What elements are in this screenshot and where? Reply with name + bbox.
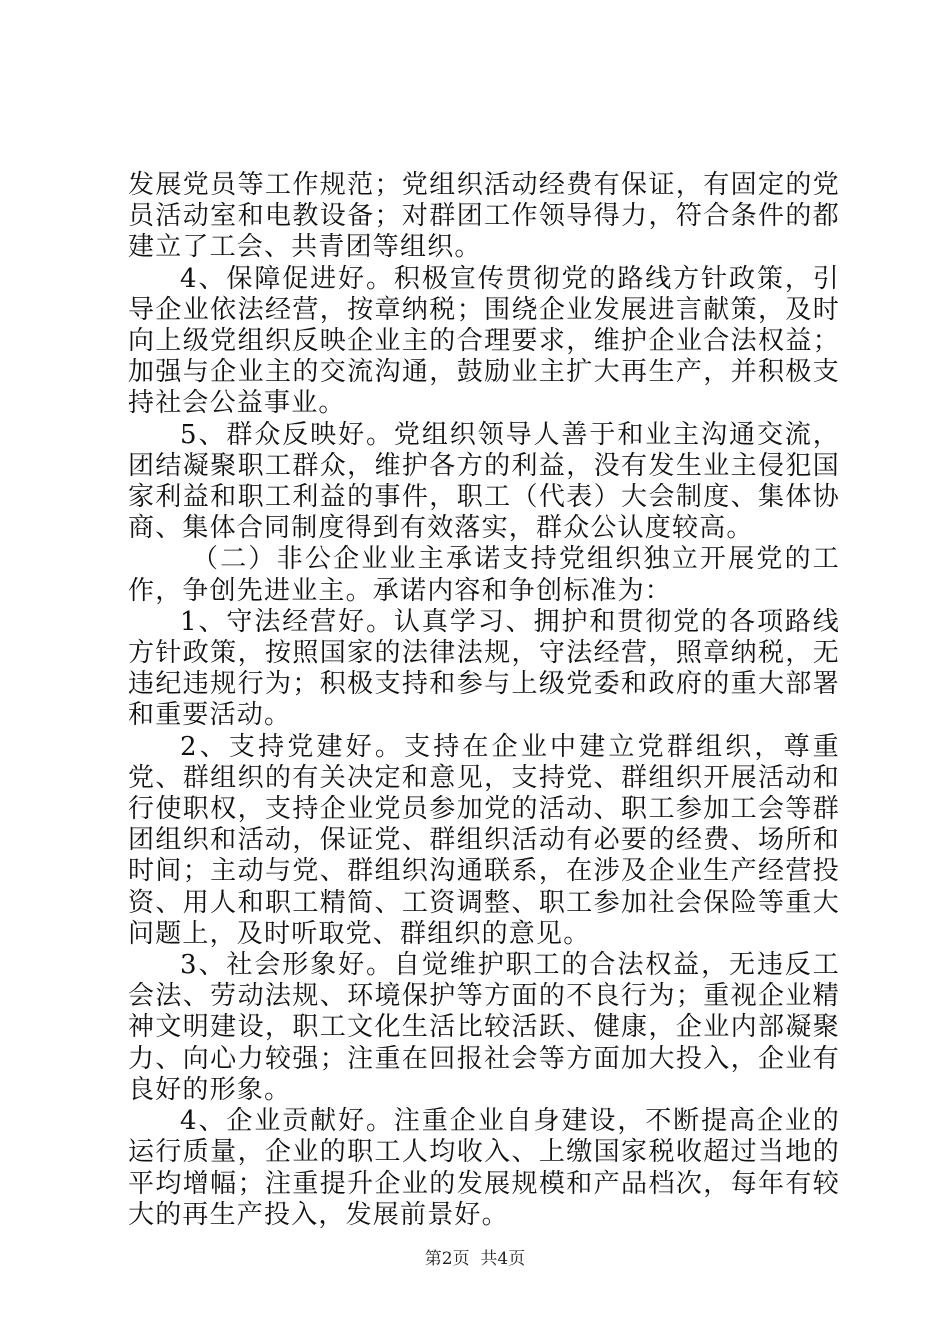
paragraph-item-4-safeguard: 4、保障促进好。积极宣传贯彻党的路线方针政策，引导企业依法经营，按章纳税；围绕企业发展进言献策，及时向上级党组织反映企业主的合理要求，维护企业合法权益；加强与企业主的交流沟通，鼓励业主扩大再生产，并积极支持社会公益事业。 [128, 263, 840, 419]
paragraph-section-two-heading: （二）非公企业业主承诺支持党组织独立开展党的工作，争创先进业主。承诺内容和争创标准为： [128, 544, 840, 606]
paragraph-item-5-public-response: 5、群众反映好。党组织领导人善于和业主沟通交流，团结凝聚职工群众，维护各方的利益，没有发生业主侵犯国家利益和职工利益的事件，职工（代表）大会制度、集体协商、集体合同制度得到有效落实，群众公认度较高。 [128, 419, 840, 544]
paragraph-item-3-social-image: 3、社会形象好。自觉维护职工的合法权益，无违反工会法、劳动法规、环境保护等方面的不良行为；重视企业精神文明建设，职工文化生活比较活跃、健康，企业内部凝聚力、向心力较强；注重在回报社会等方面加大投入，企业有良好的形象。 [128, 950, 840, 1105]
paragraph-item-2-party-support: 2、支持党建好。支持在企业中建立党群组织，尊重党、群组织的有关决定和意见，支持党、群组织开展活动和行使职权，支持企业党员参加党的活动、职工参加工会等群团组织和活动，保证党、群组织活动有必要的经费、场所和时间；主动与党、群组织沟通联系，在涉及企业生产经营投资、用人和职工精简、工资调整、职工参加社会保险等重大问题上，及时听取党、群组织的意见。 [128, 731, 840, 949]
paragraph-item-1-lawful-operation: 1、守法经营好。认真学习、拥护和贯彻党的各项路线方针政策，按照国家的法律法规，守法经营，照章纳税，无违纪违规行为；积极支持和参与上级党委和政府的重大部署和重要活动。 [128, 606, 840, 731]
paragraph-continuation: 发展党员等工作规范；党组织活动经费有保证，有固定的党员活动室和电教设备；对群团工作领导得力，符合条件的都建立了工会、共青团等组织。 [128, 170, 840, 263]
paragraph-item-4-contribution: 4、企业贡献好。注重企业自身建设，不断提高企业的运行质量，企业的职工人均收入、上缴国家税收超过当地的平均增幅；注重提升企业的发展规模和产品档次，每年有较大的再生产投入，发展前景好。 [128, 1106, 840, 1230]
document-body [128, 170, 840, 1231]
page-number-footer: 第2页 共4页 [424, 1249, 526, 1269]
